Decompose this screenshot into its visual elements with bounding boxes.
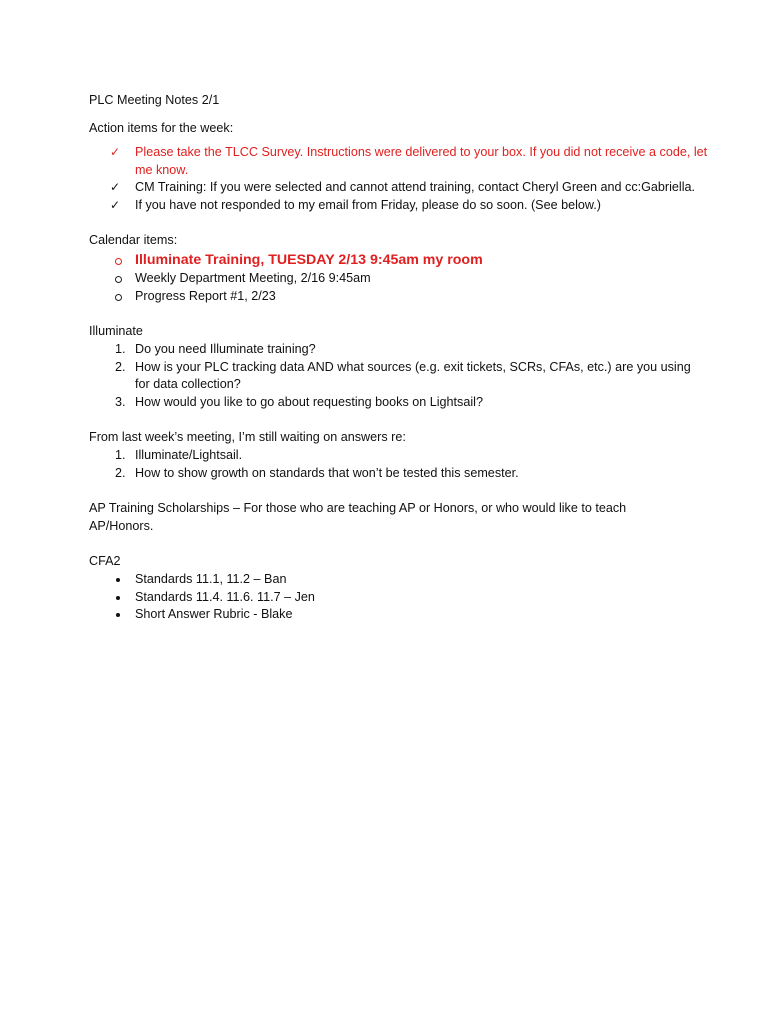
calendar-item-text: Progress Report #1, 2/23 <box>135 288 276 303</box>
cfa2-item-text: Standards 11.1, 11.2 – Ban <box>135 572 287 586</box>
illuminate-item-text: How would you like to go about requesting books on Lightsail? <box>135 394 483 409</box>
list-item <box>89 179 708 197</box>
bullet-icon <box>116 606 134 624</box>
list-item <box>89 571 708 589</box>
list-number: 3. <box>115 394 126 409</box>
list-item <box>89 465 708 483</box>
action-item-text: Please take the TLCC Survey. Instructions were delivered to your box. If you did not receive a code, let me know. <box>135 145 708 177</box>
list-item <box>89 589 708 607</box>
last-week-item-text: How to show growth on standards that won’t be tested this semester. <box>135 465 519 480</box>
check-icon: ✓ <box>110 180 121 194</box>
list-item <box>89 197 708 215</box>
cfa2-item-text: Short Answer Rubric - Blake <box>135 607 293 621</box>
illuminate-item-text: How is your PLC tracking data AND what sources (e.g. exit tickets, SCRs, CFAs, etc.) are you using for data collection? <box>135 359 691 391</box>
circle-bullet-icon <box>115 250 133 271</box>
last-week-item-text: Illuminate/Lightsail. <box>135 448 243 462</box>
illuminate-heading: Illuminate <box>89 324 143 338</box>
list-item <box>89 341 708 359</box>
check-icon: ✓ <box>110 197 121 212</box>
bullet-icon <box>116 589 134 607</box>
list-item <box>89 270 708 288</box>
list-number: 1. <box>115 342 126 356</box>
calendar-heading: Calendar items: <box>89 233 178 247</box>
last-week-list <box>89 447 708 482</box>
action-items-heading: Action items for the week: <box>89 121 234 135</box>
list-item <box>89 394 708 412</box>
calendar-item-text: Weekly Department Meeting, 2/16 9:45am <box>135 271 371 285</box>
cfa2-item-text: Standards 11.4. 11.6. 11.7 – Jen <box>135 589 315 604</box>
page-title: PLC Meeting Notes 2/1 <box>89 93 220 107</box>
bullet-icon <box>116 571 134 589</box>
action-items-list <box>89 144 708 214</box>
circle-bullet-icon <box>115 288 133 307</box>
list-item <box>89 144 708 179</box>
list-number: 2. <box>115 359 126 374</box>
list-number: 1. <box>115 448 126 462</box>
illuminate-item-text: Do you need Illuminate training? <box>135 342 316 356</box>
list-item <box>89 447 708 465</box>
list-item <box>89 359 708 394</box>
illuminate-list <box>89 341 708 411</box>
ap-training-paragraph: AP Training Scholarships – For those who are teaching AP or Honors, or who would like to teach AP/Honors. <box>89 501 627 533</box>
list-item <box>89 288 708 306</box>
circle-bullet-icon <box>115 270 133 289</box>
calendar-item-text: Illuminate Training, TUESDAY 2/13 9:45am my room <box>135 252 483 268</box>
action-item-text: CM Training: If you were selected and cannot attend training, contact Cheryl Green and cc:Gabriella. <box>135 180 696 194</box>
list-item <box>89 250 708 270</box>
check-icon: ✓ <box>110 145 121 159</box>
list-item <box>89 606 708 624</box>
last-week-heading: From last week’s meeting, I’m still waiting on answers re: <box>89 430 406 444</box>
cfa2-list <box>89 571 708 624</box>
list-number: 2. <box>115 465 126 480</box>
calendar-list <box>89 250 708 305</box>
cfa2-heading: CFA2 <box>89 554 121 568</box>
action-item-text: If you have not responded to my email from Friday, please do so soon. (See below.) <box>135 197 601 212</box>
